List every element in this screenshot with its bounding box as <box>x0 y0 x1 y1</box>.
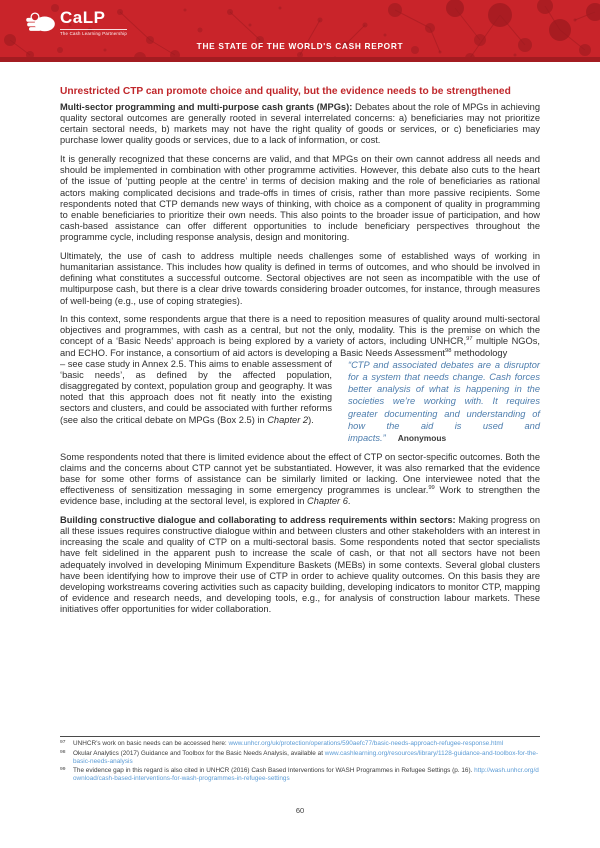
article-body <box>60 86 540 623</box>
paragraph-ultimately: Ultimately, the use of cash to address multiple needs challenges some of established ways of working in humanitarian assistance. This includes how quality is defined in terms of outcomes, and who should be involved in defining what constitutes a successful outcome. Sectoral objectives are not seen as incompatible with the use of multipurpose cash, but there is a clear drive towards considering broader outcomes, for instance, through measures of well-being (e.g., use of coping strategies). <box>60 250 540 306</box>
logo-tagline: The Cash Learning Partnership <box>60 29 127 37</box>
report-title: THE STATE OF THE WORLD'S CASH REPORT <box>196 41 404 51</box>
footnote-link[interactable]: www.unhcr.org/uk/protection/operations/590aefc77/basic-needs-approach-refugee-response.html <box>228 740 504 747</box>
hand-with-coin-icon <box>26 11 56 35</box>
footnote-divider <box>60 736 540 737</box>
paragraph-text: Making progress on all these issues requires constructive dialogue within and between clusters and other stakeholders with an interest in increasing the scale and quality of CTP on a multi-sectoral basis. Some respondents noted that sector specialists have felt sidelined in the apparent push to increase the scale of cash, or that not all sectors have not been adequately involved in developing Minimum Expenditure Baskets (MEBs) in some contexts. Several global clusters have been identifying how to improve their use of CTP in order to achieve quality outcomes. On this basis they are developing workstreams covering activities such as capacity building, developing indicators to monitor CTP, mapping of evidence and research needs, and developing tools, e.g., for analysis of construction labour markets. These initiatives offer opportunities for wider collaboration. <box>60 514 540 615</box>
footnote-text: Okular Analytics (2017) Guidance and Toolbox for the Basic Needs Analysis, available at <box>73 749 325 757</box>
footnote-number: 97 <box>60 740 66 745</box>
footnote-text: UNHCR’s work on basic needs can be accessed here: <box>73 740 229 747</box>
paragraph-text: multiple NGOs, and ECHO. For instance, a consortium of aid actors is developing a Basic Needs Assessment <box>60 336 541 358</box>
paragraph-text: methodology <box>451 347 508 358</box>
paragraph-text: ). <box>308 414 314 425</box>
section-heading: Unrestricted CTP can promote choice and quality, but the evidence needs to be strengthened <box>60 86 511 97</box>
pull-quote-container <box>348 359 540 444</box>
footnote-number: 98 <box>60 749 66 755</box>
paragraph-text: – see case study in Annex 2.5. This aims to enable assessment of ‘basic needs’, as defined by the affected population, disaggregated by context, population group and geography. It was noted that this approach does not fit neatly into the existing sectors and clusters, and could be associated with further reforms (see also the critical debate on MPGs (Box 2.5) in <box>60 358 332 425</box>
footnote-98 <box>60 750 540 766</box>
paragraph-text: Debates about the role of MPGs in achieving quality sectoral outcomes are generally rooted in several interrelated concerns: a) beneficiaries may not prioritize certain sectoral needs, b) markets may not have the right quality of goods or services, or c) beneficiaries may purchase lower quality goods or services, due to a lack of information, or cost. <box>60 102 540 146</box>
two-column-region <box>60 359 540 444</box>
header-banner <box>0 0 600 62</box>
quote-attribution: Anonymous <box>397 433 447 443</box>
calp-logo <box>26 9 127 36</box>
paragraph-text: In this context, some respondents argue that there is a need to reposition measures of quality around multi-sectoral objectives and programmes, with cash as a central, but not the only, modality. This is the premise on which the concept of a ‘Basic Needs’ approach is being explored by a variety of actors, including UNHCR, <box>60 314 540 347</box>
pull-quote <box>348 359 540 444</box>
paragraph-text: Work to strengthen the evidence base, including at the sectoral level, is explored in <box>60 485 540 507</box>
footnote-section <box>60 736 540 785</box>
footnote-text: The evidence gap in this regard is also cited in UNHCR (2016) Cash Based Interventions for WASH Programmes in Refugee Settings (p. 16). <box>73 767 475 774</box>
footnote-97 <box>60 740 540 748</box>
paragraph-concerns-valid: It is generally recognized that these concerns are valid, and that MPGs on their own cannot address all needs and should be implemented in combination with other programme activities. However, this debate also cuts to the heart of the issue of ‘putting people at the centre’ in terms of decision making and the role of beneficiaries as rational actors making complicated decisions and trade-offs in times of crisis, rather than more passive recipients. Some respondents noted that CTP demands new ways of thinking, with choice as a component of quality in programming to enable beneficiaries to prioritize their own needs. This also points to the broader issue of participation, and how cash-based assistance can offer different opportunities to include beneficiary perspectives throughout the programme cycle, including response analysis, design and monitoring. <box>60 154 540 243</box>
footnote-ref-97: 97 <box>466 336 473 343</box>
footnote-ref-98: 98 <box>444 347 452 354</box>
footnote-link[interactable]: www.cashlearning.org/resources/library/1128-guidance-and-toolbox-for-the-basic-needs-analysis <box>73 749 539 765</box>
footnote-number: 99 <box>60 767 66 772</box>
chapter-6-reference: Chapter 6 <box>307 496 348 507</box>
logo-wordmark: CaLP <box>60 8 106 27</box>
paragraph-basic-needs <box>60 314 540 359</box>
footnote-ref-99: 99 <box>428 485 435 492</box>
paragraph-basic-needs-continued <box>60 359 332 426</box>
paragraph-building-dialogue <box>60 515 540 615</box>
paragraph-text: . <box>347 496 351 507</box>
chapter-2-reference: Chapter 2 <box>267 414 309 425</box>
paragraph-text: Some respondents noted that there is limited evidence about the effect of CTP on sector-specific outcomes. Both the claims and the concerns about CTP cannot yet be substantiated. However, it was also remarked that the evidence base for some other forms of assistance can be similarly limited or lacking. One interviewee noted that the effectiveness of sensitization messaging in some emergency programmes is unclear. <box>60 451 540 496</box>
paragraph-lead-bold: Building constructive dialogue and collaborating to address requirements within sectors: <box>60 514 456 525</box>
paragraph-limited-evidence <box>60 452 540 508</box>
paragraph-mpg-debates <box>60 102 540 147</box>
paragraph-lead-bold: Multi-sector programming and multi-purpose cash grants (MPGs): <box>60 102 353 112</box>
page-number: 60 <box>295 806 305 815</box>
footnote-99 <box>60 767 540 783</box>
quote-text: “CTP and associated debates are a disruptor for a system that needs change. Cash forces better analysis of what is happening in the societies we’re working with. It requires greater documenting and understanding of how the aid is used and impacts.” <box>348 359 540 443</box>
footnote-link[interactable]: http://wash.unhcr.org/download/cash-based-interventions-for-wash-programmes-in-refugee-settings <box>73 767 539 782</box>
